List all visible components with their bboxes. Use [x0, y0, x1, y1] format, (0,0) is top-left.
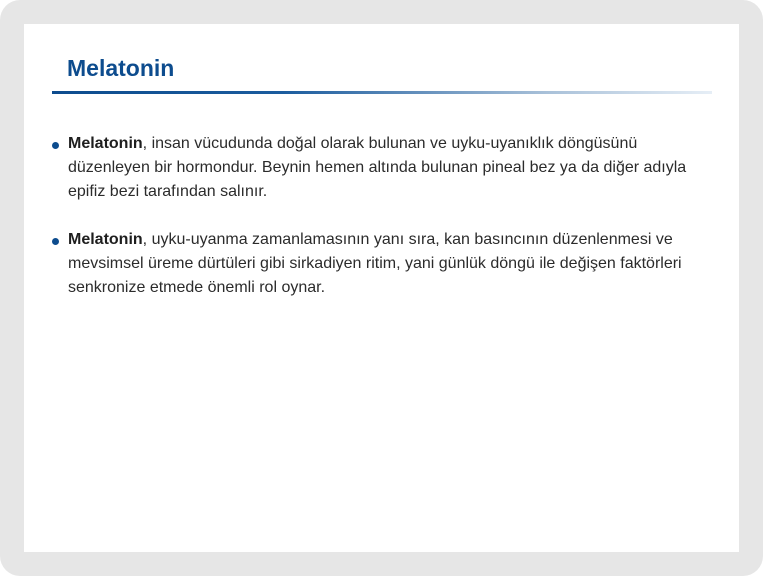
- bullet-term: Melatonin: [68, 135, 143, 152]
- bullet-term: Melatonin: [68, 231, 143, 248]
- bullet-text: [68, 231, 682, 296]
- bullet-text: [68, 135, 686, 200]
- bullet-icon: [52, 238, 59, 245]
- list-item: [52, 132, 722, 204]
- bullet-body: , uyku-uyanma zamanlamasının yanı sıra, kan basıncının düzenlenmesi ve mevsimsel üreme dürtüleri gibi sirkadiyen ritim, yani günlük döngü ile değişen faktörleri senkronize etmede önemli rol oynar.: [68, 231, 682, 296]
- bullet-list: [52, 132, 722, 324]
- bullet-body: , insan vücudunda doğal olarak bulunan ve uyku-uyanıklık döngüsünü düzenleyen bir hormondur. Beynin hemen altında bulunan pineal bez ya da diğer adıyla epifiz bezi tarafından salınır.: [68, 135, 687, 200]
- title-underline: [52, 91, 712, 94]
- content-card: [24, 24, 739, 552]
- bullet-icon: [52, 142, 59, 149]
- list-item: [52, 228, 722, 300]
- page-title: Melatonin: [67, 55, 175, 81]
